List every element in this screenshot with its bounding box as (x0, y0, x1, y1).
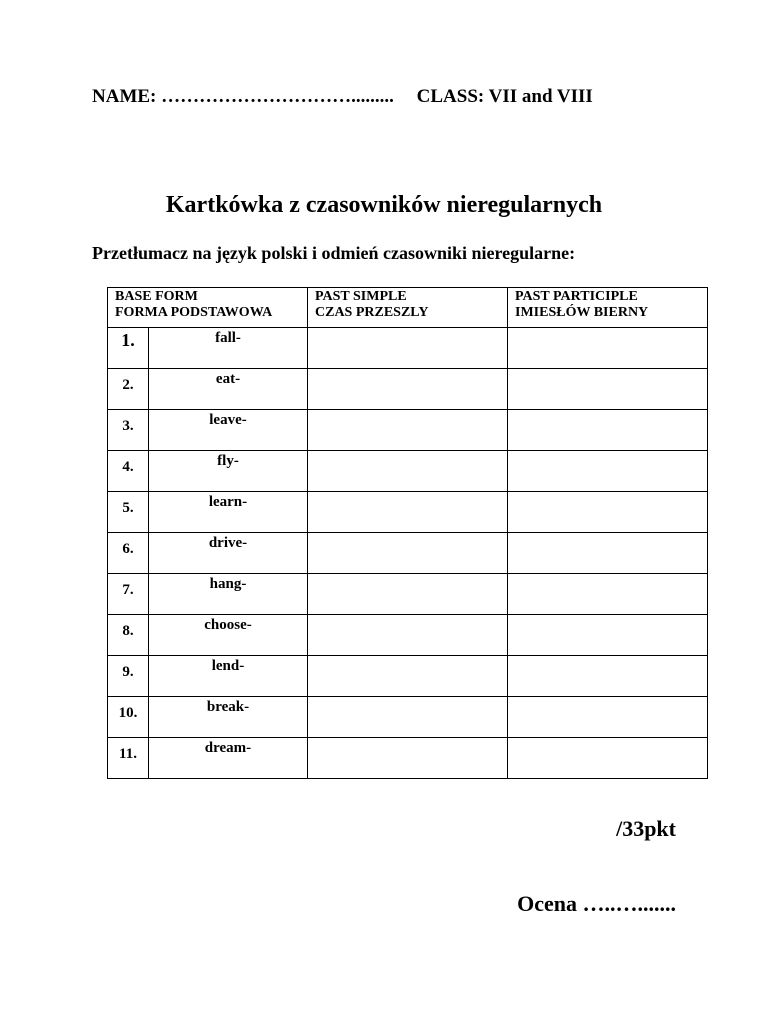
past-simple-answer-cell[interactable] (308, 574, 508, 615)
column-header-line: IMIESŁÓW BIERNY (515, 305, 649, 320)
past-simple-answer-cell[interactable] (308, 492, 508, 533)
past-participle-answer-cell[interactable] (508, 328, 708, 369)
base-form-cell: fly- (149, 451, 308, 492)
past-participle-answer-cell[interactable] (508, 369, 708, 410)
row-number: 4. (108, 451, 149, 492)
past-participle-answer-cell[interactable] (508, 410, 708, 451)
table-row (108, 410, 708, 451)
base-form-cell: fall- (149, 328, 308, 369)
base-form-cell: break- (149, 697, 308, 738)
page-title: Kartkówka z czasowników nieregularnych (165, 192, 603, 218)
column-header-line: BASE FORM (115, 289, 198, 304)
past-simple-answer-cell[interactable] (308, 410, 508, 451)
past-simple-answer-cell[interactable] (308, 328, 508, 369)
base-form-cell: lend- (149, 656, 308, 697)
table-row (108, 328, 708, 369)
row-number: 2. (108, 369, 149, 410)
column-header-base-form (108, 288, 308, 328)
past-participle-answer-cell[interactable] (508, 656, 708, 697)
base-form-cell: dream- (149, 738, 308, 779)
table-row (108, 533, 708, 574)
past-simple-answer-cell[interactable] (308, 738, 508, 779)
base-form-cell: learn- (149, 492, 308, 533)
past-participle-answer-cell[interactable] (508, 738, 708, 779)
table-row (108, 697, 708, 738)
column-header-line: PAST SIMPLE (315, 289, 407, 304)
name-field-label: NAME: …………………………......... (92, 86, 394, 107)
base-form-cell: leave- (149, 410, 308, 451)
base-form-cell: eat- (149, 369, 308, 410)
class-field-label: CLASS: VII and VIII (416, 86, 593, 107)
past-participle-answer-cell[interactable] (508, 697, 708, 738)
past-simple-answer-cell[interactable] (308, 615, 508, 656)
grade-field: Ocena …..…....... (517, 891, 676, 916)
verbs-table (107, 287, 708, 779)
past-simple-answer-cell[interactable] (308, 451, 508, 492)
row-number: 11. (108, 738, 149, 779)
column-header-line: CZAS PRZESZLY (315, 305, 429, 320)
table-row (108, 492, 708, 533)
row-number: 9. (108, 656, 149, 697)
score-total: /33pkt (616, 816, 676, 841)
table-header-row (108, 288, 708, 328)
base-form-cell: drive- (149, 533, 308, 574)
table-row (108, 451, 708, 492)
base-form-cell: hang- (149, 574, 308, 615)
base-form-cell: choose- (149, 615, 308, 656)
verb-rows (108, 328, 708, 779)
past-simple-answer-cell[interactable] (308, 697, 508, 738)
row-number: 10. (108, 697, 149, 738)
past-simple-answer-cell[interactable] (308, 369, 508, 410)
row-number: 6. (108, 533, 149, 574)
past-participle-answer-cell[interactable] (508, 451, 708, 492)
header-line (92, 86, 593, 108)
column-header-past-participle (508, 288, 708, 328)
row-number: 3. (108, 410, 149, 451)
row-number: 5. (108, 492, 149, 533)
row-number: 7. (108, 574, 149, 615)
row-number: 8. (108, 615, 149, 656)
column-header-past-simple (308, 288, 508, 328)
past-participle-answer-cell[interactable] (508, 574, 708, 615)
column-header-line: FORMA PODSTAWOWA (115, 305, 273, 320)
table-row (108, 656, 708, 697)
past-participle-answer-cell[interactable] (508, 533, 708, 574)
instruction-text: Przetłumacz na język polski i odmień czasowniki nieregularne: (92, 243, 576, 263)
row-number: 1. (108, 328, 149, 369)
column-header-line: PAST PARTICIPLE (515, 289, 638, 304)
past-simple-answer-cell[interactable] (308, 533, 508, 574)
past-participle-answer-cell[interactable] (508, 492, 708, 533)
past-simple-answer-cell[interactable] (308, 656, 508, 697)
past-participle-answer-cell[interactable] (508, 615, 708, 656)
table-row (108, 574, 708, 615)
table-row (108, 738, 708, 779)
table-row (108, 615, 708, 656)
table-row (108, 369, 708, 410)
